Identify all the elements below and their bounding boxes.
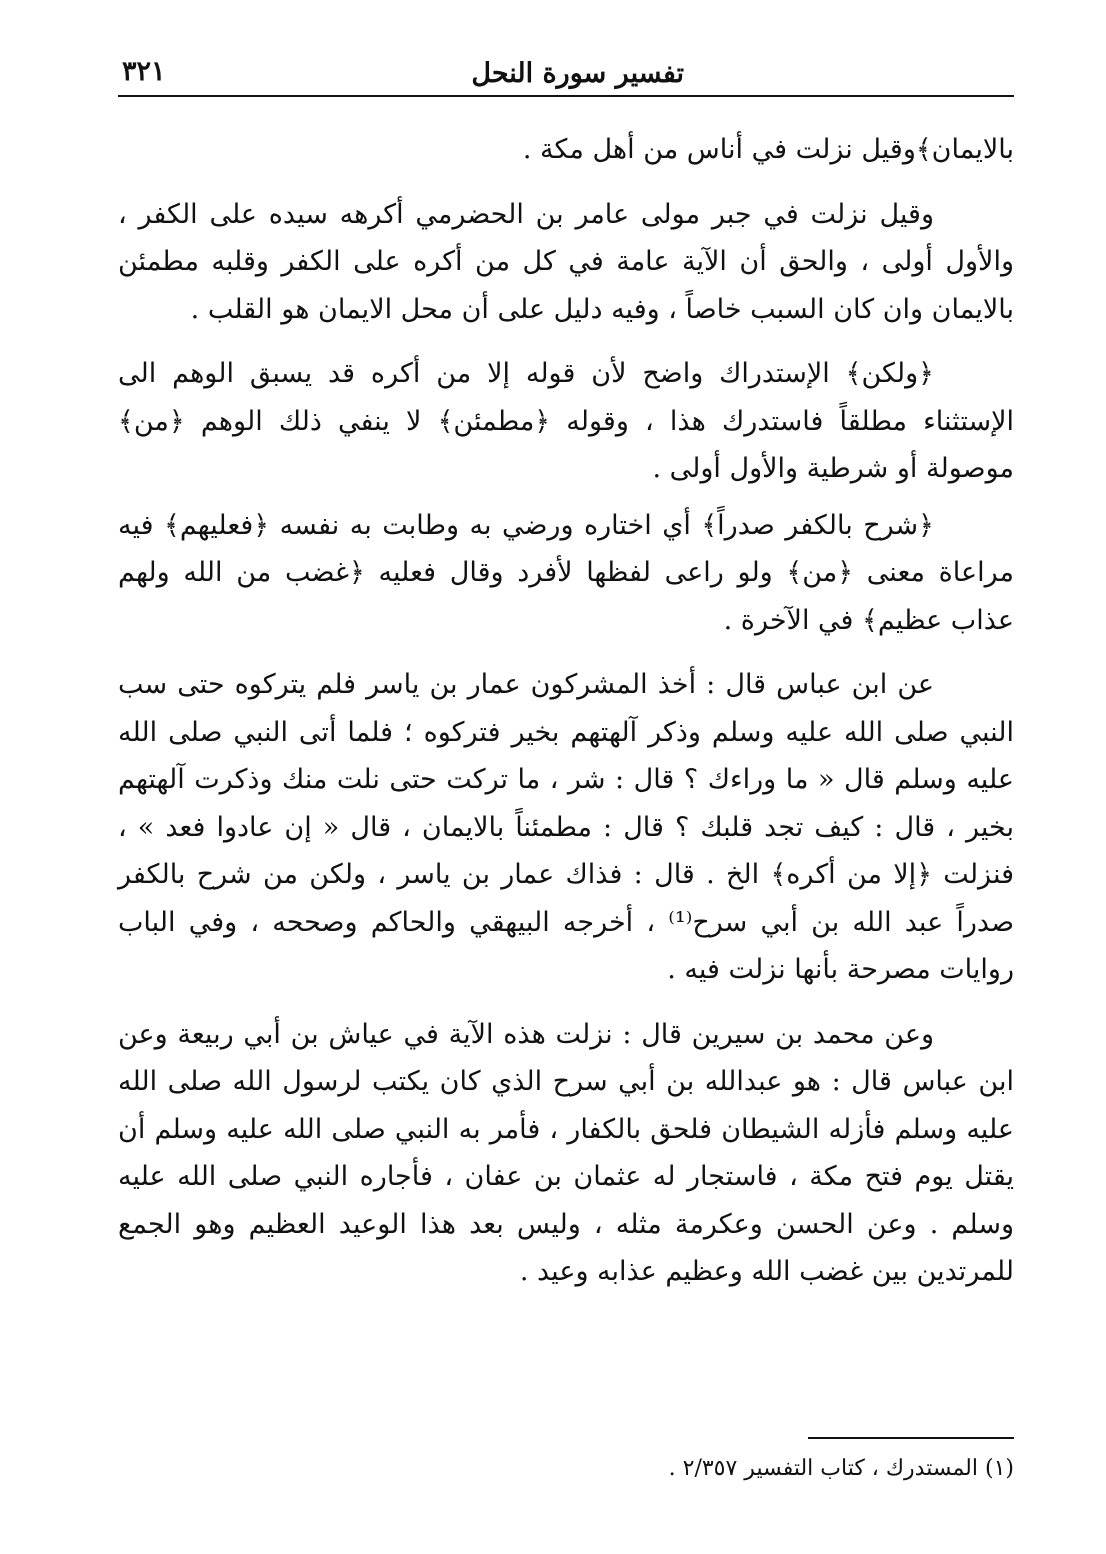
page-number: ٣٢١ (122, 56, 166, 87)
paragraph-6: وعن محمد بن سيرين قال : نزلت هذه الآية في عياش بن أبي ربيعة وعن ابن عباس قال : هو عبدالله بن أبي سرح الذي كان يكتب لرسول الله صلى الله عليه وسلم فأزله الشيطان فلحق بالكفار ، فأمر به النبي صلى الله عليه وسلم أن يقتل يوم فتح مكة ، فاستجار له عثمان بن عفان ، فأجاره النبي صلى الله عليه وسلم . وعن الحسن وعكرمة مثله ، وليس بعد هذا الوعيد العظيم وهو الجمع للمرتدين بين غضب الله وعظيم عذابه وعيد . (118, 1018, 1014, 1287)
running-title: تفسير سورة النحل (471, 58, 684, 89)
paragraph-2: وقيل نزلت في جبر مولى عامر بن الحضرمي أكرهه سيده على الكفر ، والأول أولى ، والحق أن الآية عامة في كل من أكره على الكفر وقلبه مطمئن بالايمان وان كان السبب خاصاً ، وفيه دليل على أن محل الايمان هو القلب . (118, 198, 1014, 325)
paragraph-3: ﴿ولكن﴾ الإستدراك واضح لأن قوله إلا من أكره قد يسبق الوهم الى الإستثناء مطلقاً فاستدرك هذا ، وقوله ﴿مطمئن﴾ لا ينفي ذلك الوهم ﴿من﴾ موصولة أو شرطية والأول أولى . (118, 358, 1014, 484)
header-rule (118, 95, 1014, 97)
body-text (118, 126, 1014, 1296)
footnote: (١) المستدرك ، كتاب التفسير ٢/٣٥٧ . (668, 1456, 1014, 1481)
footnote-rule (808, 1437, 1014, 1439)
page-header (118, 50, 1014, 96)
paragraph-1: بالايمان﴾وقيل نزلت في أناس من أهل مكة . (522, 134, 1014, 165)
paragraph-5: عن ابن عباس قال : أخذ المشركون عمار بن ياسر فلم يتركوه حتى سب النبي صلى الله عليه وسلم وذكر آلهتهم بخير فتركوه ؛ فلما أتى النبي صلى الله عليه وسلم قال « ما وراءك ؟ قال : شر ، ما تركت حتى نلت منك وذكرت آلهتهم بخير ، قال : كيف تجد قلبك ؟ قال : مطمئناً بالايمان ، قال « إن عادوا فعد » ، فنزلت ﴿إلا من أكره﴾ الخ . قال : فذاك عمار بن ياسر ، ولكن من شرح بالكفر صدراً عبد الله بن أبي سرح⁽¹⁾ ، أخرجه البيهقي والحاكم وصححه ، وفي الباب روايات مصرحة بأنها نزلت فيه . (118, 669, 1014, 985)
paragraph-4: ﴿شرح بالكفر صدراً﴾ أي اختاره ورضي به وطابت به نفسه ﴿فعليهم﴾ فيه مراعاة معنى ﴿من﴾ ولو راعى لفظها لأفرد وقال فعليه ﴿غضب من الله ولهم عذاب عظيم﴾ في الآخرة . (118, 509, 1014, 636)
